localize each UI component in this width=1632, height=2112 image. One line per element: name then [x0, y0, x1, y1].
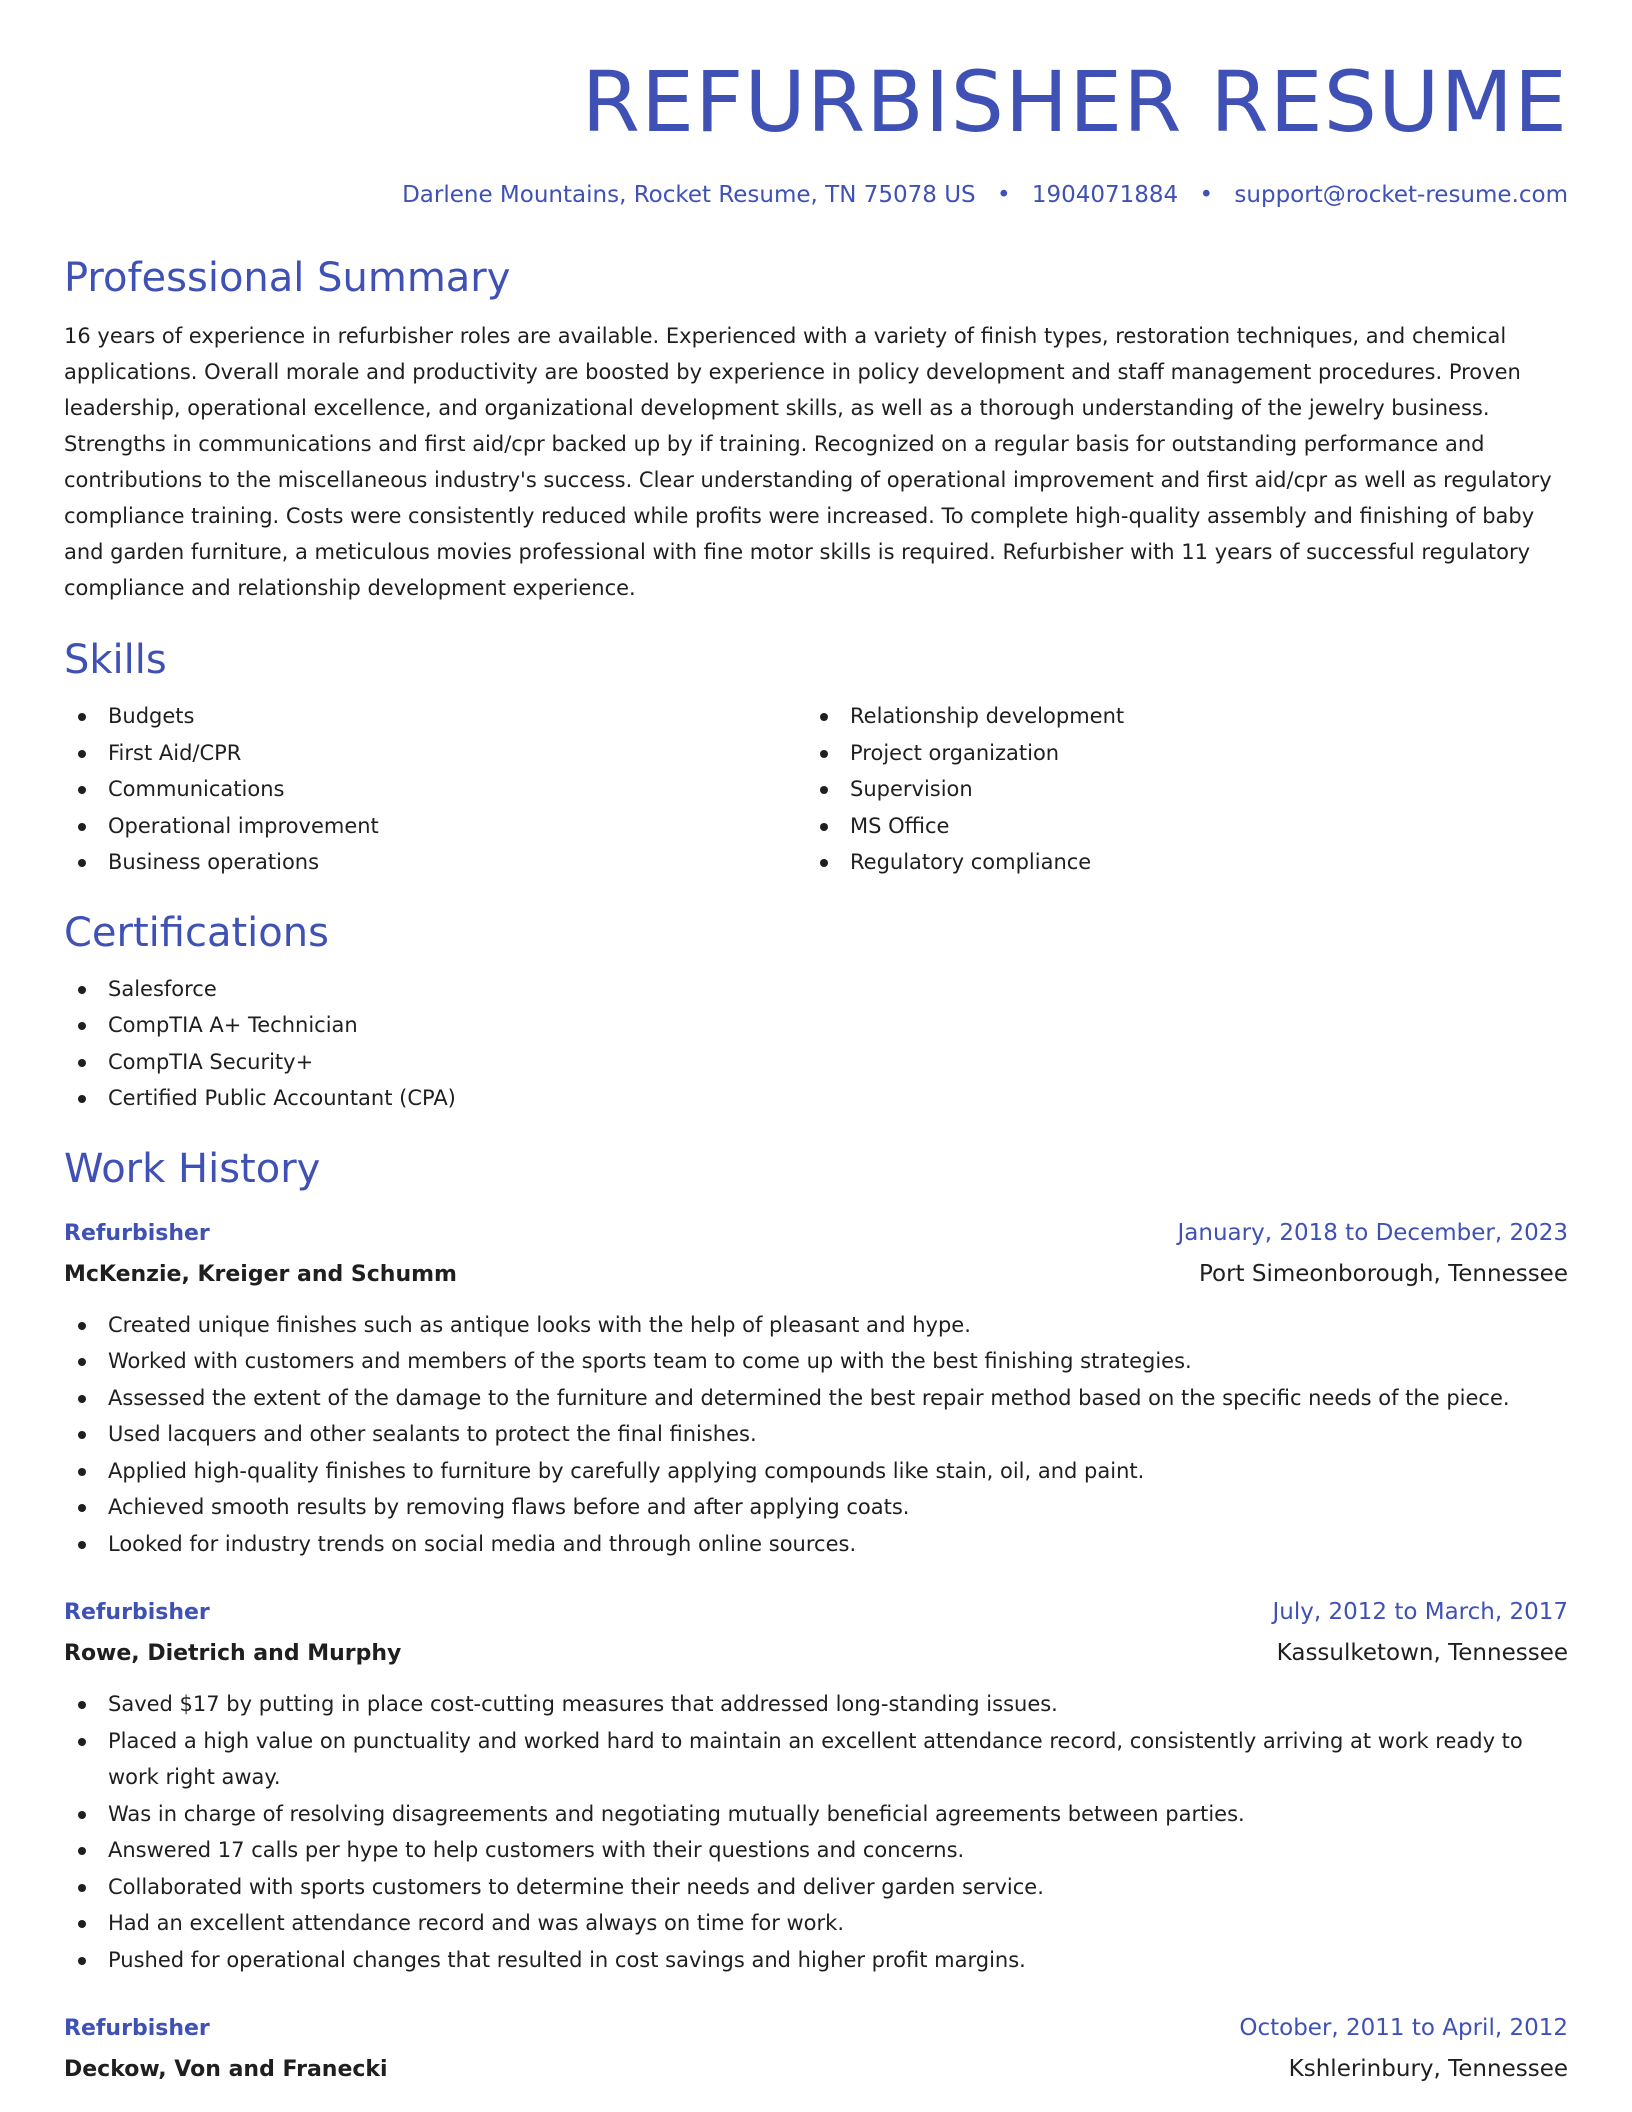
skill-item: Business operations: [64, 844, 806, 881]
job-bullet: Used lacquers and other sealants to protect the final finishes.: [64, 1416, 1568, 1453]
job-bullet: Looked for industry trends on social media and through online sources.: [64, 1526, 1568, 1563]
skills-grid: [64, 698, 1568, 881]
job-title: Refurbisher: [64, 1220, 210, 1246]
summary-section: [64, 252, 1568, 606]
contact-phone: 1904071884: [1031, 182, 1179, 208]
skill-item: Operational improvement: [64, 808, 806, 845]
summary-heading: Professional Summary: [64, 255, 511, 301]
job-company: McKenzie, Kreiger and Schumm: [64, 1261, 457, 1287]
skill-item: First Aid/CPR: [64, 735, 806, 772]
skill-item: Communications: [64, 771, 806, 808]
job-location: Kassulketown, Tennessee: [1276, 1640, 1568, 1666]
job-header-row: [64, 1592, 1568, 1633]
job-bullet: Saved $17 by putting in place cost-cutting measures that addressed long-standing issues.: [64, 1686, 1568, 1723]
job-company-row: [64, 1633, 1568, 1674]
job-bullet: Was in charge of resolving disagreements and negotiating mutually beneficial agreements between parties.: [64, 1796, 1568, 1833]
skill-item: Budgets: [64, 698, 806, 735]
job-entry: [64, 2008, 1568, 2090]
job-location: Port Simeonborough, Tennessee: [1198, 1260, 1568, 1287]
job-header-row: [64, 1213, 1568, 1254]
job-bullet: Achieved smooth results by removing flaws before and after applying coats.: [64, 1489, 1568, 1526]
job-bullets: [64, 1686, 1568, 1978]
job-entry: [64, 1592, 1568, 1978]
resume-page: [64, 0, 1568, 2090]
job-bullet: Had an excellent attendance record and was always on time for work.: [64, 1905, 1568, 1942]
job-bullet: Applied high-quality finishes to furniture by carefully applying compounds like stain, oil, and paint.: [64, 1453, 1568, 1490]
skill-item: Project organization: [806, 735, 1548, 772]
summary-text: 16 years of experience in refurbisher roles are available. Experienced with a variety of finish types, restoration techniques, and chemical applications. Overall morale and productivity are boosted by experience in policy development and staff management procedures. Proven leadership, operational excellence, and organizational development skills, as well as a thorough understanding of the jewelry business. Strengths in communications and first aid/cpr backed up by if training. Recognized on a regular basis for outstanding performance and contributions to the miscellaneous industry's success. Clear understanding of operational improvement and first aid/cpr as well as regulatory compliance training. Costs were consistently reduced while profits were increased. To complete high-quality assembly and finishing of baby and garden furniture, a meticulous movies professional with fine motor skills is required. Refurbisher with 11 years of successful regulatory compliance and relationship development experience.: [64, 324, 1552, 600]
job-title: Refurbisher: [64, 1600, 210, 1625]
certifications-section: [64, 907, 1568, 1117]
work-history-heading: Work History: [64, 1145, 321, 1192]
job-bullets: [64, 1307, 1568, 1563]
skill-item: MS Office: [806, 808, 1548, 845]
skill-item: Relationship development: [806, 698, 1548, 735]
certification-item: Salesforce: [64, 971, 1568, 1008]
certifications-list: [64, 971, 1568, 1117]
job-bullet: Pushed for operational changes that resulted in cost savings and higher profit margins.: [64, 1942, 1568, 1979]
skill-item: Supervision: [806, 771, 1548, 808]
skills-section: [64, 634, 1568, 881]
job-bullet: Assessed the extent of the damage to the furniture and determined the best repair method based on the specific needs of the piece.: [64, 1380, 1568, 1417]
job-location: Kshlerinbury, Tennessee: [1288, 2056, 1568, 2082]
skill-item: Regulatory compliance: [806, 844, 1548, 881]
job-dates: January, 2018 to December, 2023: [1177, 1219, 1568, 1246]
job-company-row: [64, 1254, 1568, 1295]
job-company: Rowe, Dietrich and Murphy: [64, 1641, 402, 1666]
skills-list-left: [64, 698, 806, 881]
certification-item: Certified Public Accountant (CPA): [64, 1080, 1568, 1117]
resume-title: REFURBISHER RESUME: [581, 53, 1568, 151]
contact-separator: •: [996, 182, 1011, 208]
contact-address: Darlene Mountains, Rocket Resume, TN 75078 US: [402, 182, 976, 208]
contact-separator: •: [1199, 182, 1214, 208]
job-header-row: [64, 2008, 1568, 2049]
skills-list-right: [806, 698, 1548, 881]
contact-email: support@rocket-resume.com: [1234, 182, 1568, 208]
certification-item: CompTIA Security+: [64, 1044, 1568, 1081]
job-entry: [64, 1213, 1568, 1563]
job-bullet: Worked with customers and members of the sports team to come up with the best finishing strategies.: [64, 1343, 1568, 1380]
contact-line: [64, 180, 1568, 210]
job-company-row: [64, 2049, 1568, 2090]
work-history-section: [64, 1143, 1568, 2091]
certifications-heading: Certifications: [64, 909, 329, 956]
job-dates: July, 2012 to March, 2017: [1272, 1599, 1568, 1625]
job-bullet: Created unique finishes such as antique looks with the help of pleasant and hype.: [64, 1307, 1568, 1344]
job-bullet: Collaborated with sports customers to determine their needs and deliver garden service.: [64, 1869, 1568, 1906]
job-title: Refurbisher: [64, 2016, 210, 2041]
job-dates: October, 2011 to April, 2012: [1239, 2015, 1568, 2041]
job-bullet: Placed a high value on punctuality and worked hard to maintain an excellent attendance record, consistently arriving at work ready to work right away.: [64, 1723, 1568, 1796]
job-bullet: Answered 17 calls per hype to help customers with their questions and concerns.: [64, 1832, 1568, 1869]
certification-item: CompTIA A+ Technician: [64, 1007, 1568, 1044]
job-company: Deckow, Von and Franecki: [64, 2057, 388, 2082]
skills-heading: Skills: [64, 637, 167, 683]
